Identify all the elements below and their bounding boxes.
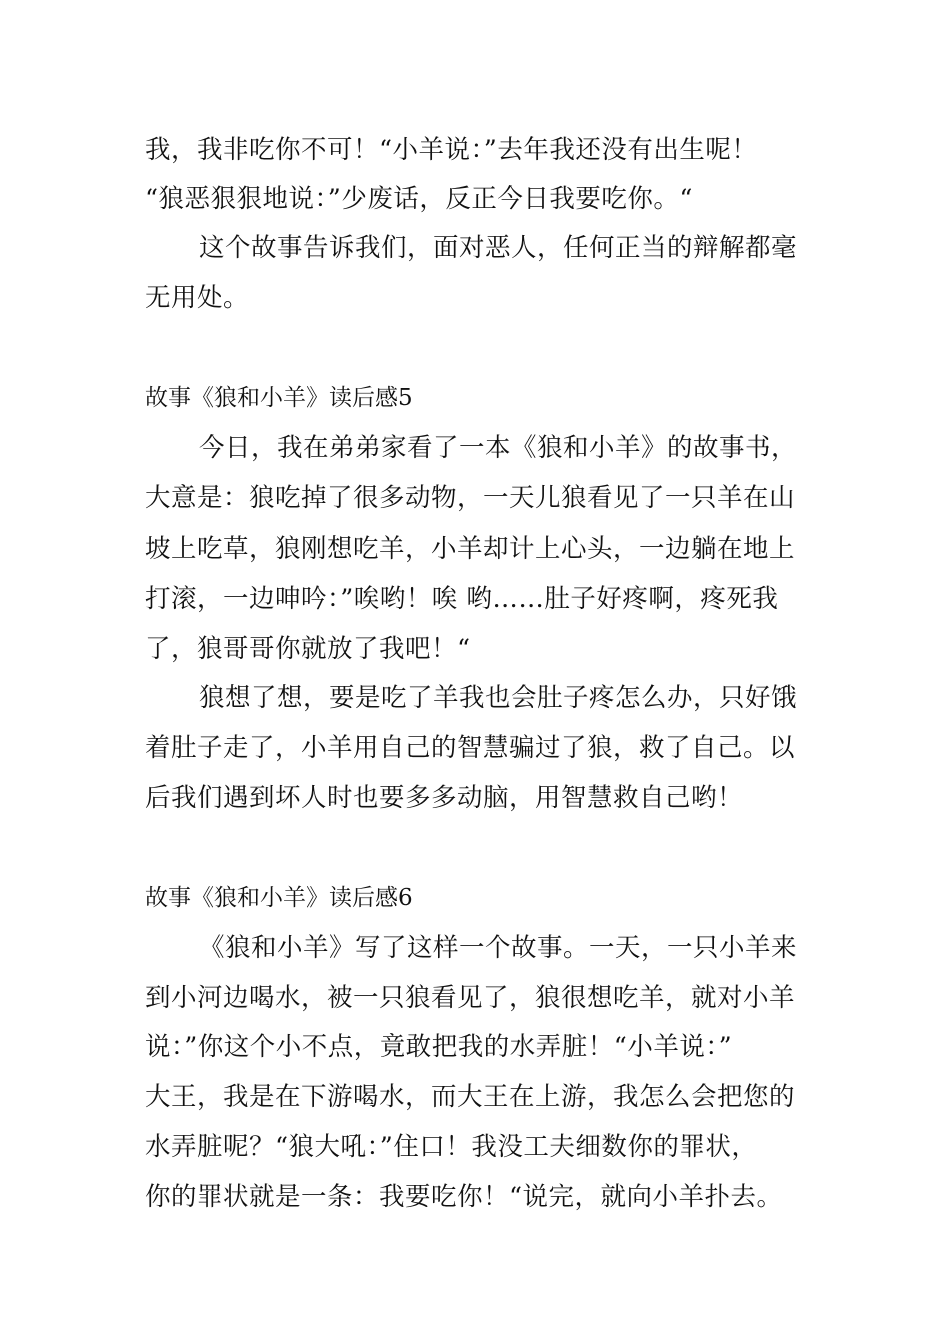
- paragraph-line: 这个故事告诉我们，面对恶人，任何正当的辩解都毫: [199, 233, 798, 263]
- paragraph-line: 着肚子走了，小羊用自己的智慧骗过了狼，救了自己。以: [145, 733, 796, 763]
- paragraph-line: “狼恶狠狠地说：”少废话，反正今日我要吃你。“: [145, 184, 693, 214]
- paragraph-line: 无用处。: [145, 283, 250, 313]
- paragraph-line: 大王，我是在下游喝水，而大王在上游，我怎么会把您的: [145, 1082, 796, 1112]
- section-heading: 故事《狼和小羊》读后感5: [145, 385, 413, 411]
- paragraph-line: 你的罪状就是一条：我要吃你！“说完，就向小羊扑去。: [145, 1182, 783, 1212]
- paragraph-line: 到小河边喝水，被一只狼看见了，狼很想吃羊，就对小羊: [145, 983, 796, 1013]
- paragraph-line: 打滚，一边呻吟：”唉哟！唉 哟……肚子好疼啊，疼死我: [145, 584, 779, 614]
- paragraph-line: 说：”你这个小不点，竟敢把我的水弄脏！“小羊说：”: [145, 1032, 733, 1062]
- paragraph-line: 后我们遇到坏人时也要多多动脑，用智慧救自己哟！: [145, 783, 744, 813]
- paragraph-line: 大意是：狼吃掉了很多动物，一天儿狼看见了一只羊在山: [145, 483, 796, 513]
- paragraph-line: 坡上吃草，狼刚想吃羊，小羊却计上心头，一边躺在地上: [145, 534, 796, 564]
- section-heading: 故事《狼和小羊》读后感6: [145, 885, 413, 911]
- paragraph-line: 我，我非吃你不可！“小羊说：”去年我还没有出生呢！: [145, 135, 758, 165]
- paragraph-line: 今日，我在弟弟家看了一本《狼和小羊》的故事书，: [199, 433, 798, 463]
- paragraph-line: 水弄脏呢？“狼大吼：”住口！我没工夫细数你的罪状，: [145, 1132, 758, 1162]
- paragraph-line: 《狼和小羊》写了这样一个故事。一天，一只小羊来: [199, 933, 798, 963]
- paragraph-line: 狼想了想，要是吃了羊我也会肚子疼怎么办，只好饿: [199, 683, 798, 713]
- paragraph-line: 了，狼哥哥你就放了我吧！“: [145, 634, 471, 664]
